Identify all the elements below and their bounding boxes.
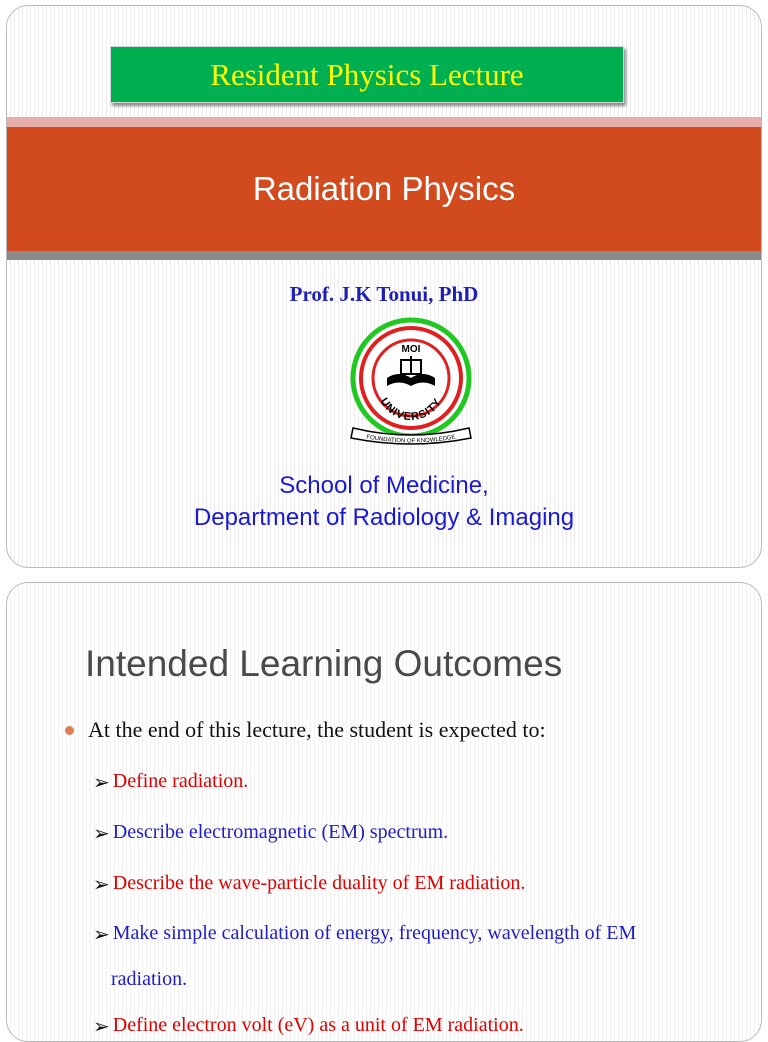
logo-arc-text: UNIVERSITY (377, 395, 445, 424)
accent-line-top (7, 117, 761, 127)
university-logo (343, 316, 479, 452)
author-name: Prof. J.K Tonui, PhD (289, 282, 479, 306)
outcome-item (93, 821, 448, 846)
bullet-dot-icon (65, 726, 74, 735)
arrow-bullet-icon: ➢ (93, 823, 110, 845)
outcome-text: Define radiation. (112, 770, 249, 792)
intro-bullet-text: At the end of this lecture, the student is expected to: (88, 717, 546, 742)
title-slide (6, 5, 762, 568)
accent-line-bottom (7, 251, 761, 260)
outcome-item (93, 770, 248, 795)
department-name: Department of Radiology & Imaging (193, 504, 575, 531)
outcome-item (93, 1014, 524, 1039)
lecture-banner: Resident Physics Lecture (110, 46, 624, 103)
outcome-item (93, 922, 636, 947)
arrow-bullet-icon: ➢ (93, 1016, 110, 1038)
arrow-bullet-icon: ➢ (93, 874, 110, 896)
arrow-bullet-icon: ➢ (93, 924, 110, 946)
department-block (7, 470, 761, 534)
outcomes-slide (6, 582, 762, 1042)
school-name: School of Medicine, (279, 472, 489, 499)
outcome-text: Describe electromagnetic (EM) spectrum. (112, 821, 449, 843)
logo-moi-text: MOI (401, 344, 421, 355)
outcomes-title: Intended Learning Outcomes (85, 643, 563, 684)
outcome-text: Define electron volt (eV) as a unit of EM radiation. (112, 1014, 524, 1036)
outcome-text: Describe the wave-particle duality of EM radiation. (112, 872, 526, 894)
logo-motto-text: FOUNDATION OF KNOWLEDGE (365, 434, 457, 445)
outcome-text-continuation: radiation. (111, 968, 188, 990)
intro-bullet (65, 717, 546, 743)
outcome-item (93, 872, 525, 897)
arrow-bullet-icon: ➢ (93, 772, 110, 794)
outcome-text: Make simple calculation of energy, frequency, wavelength of EM (112, 922, 637, 944)
slide-title: Radiation Physics (7, 127, 761, 251)
